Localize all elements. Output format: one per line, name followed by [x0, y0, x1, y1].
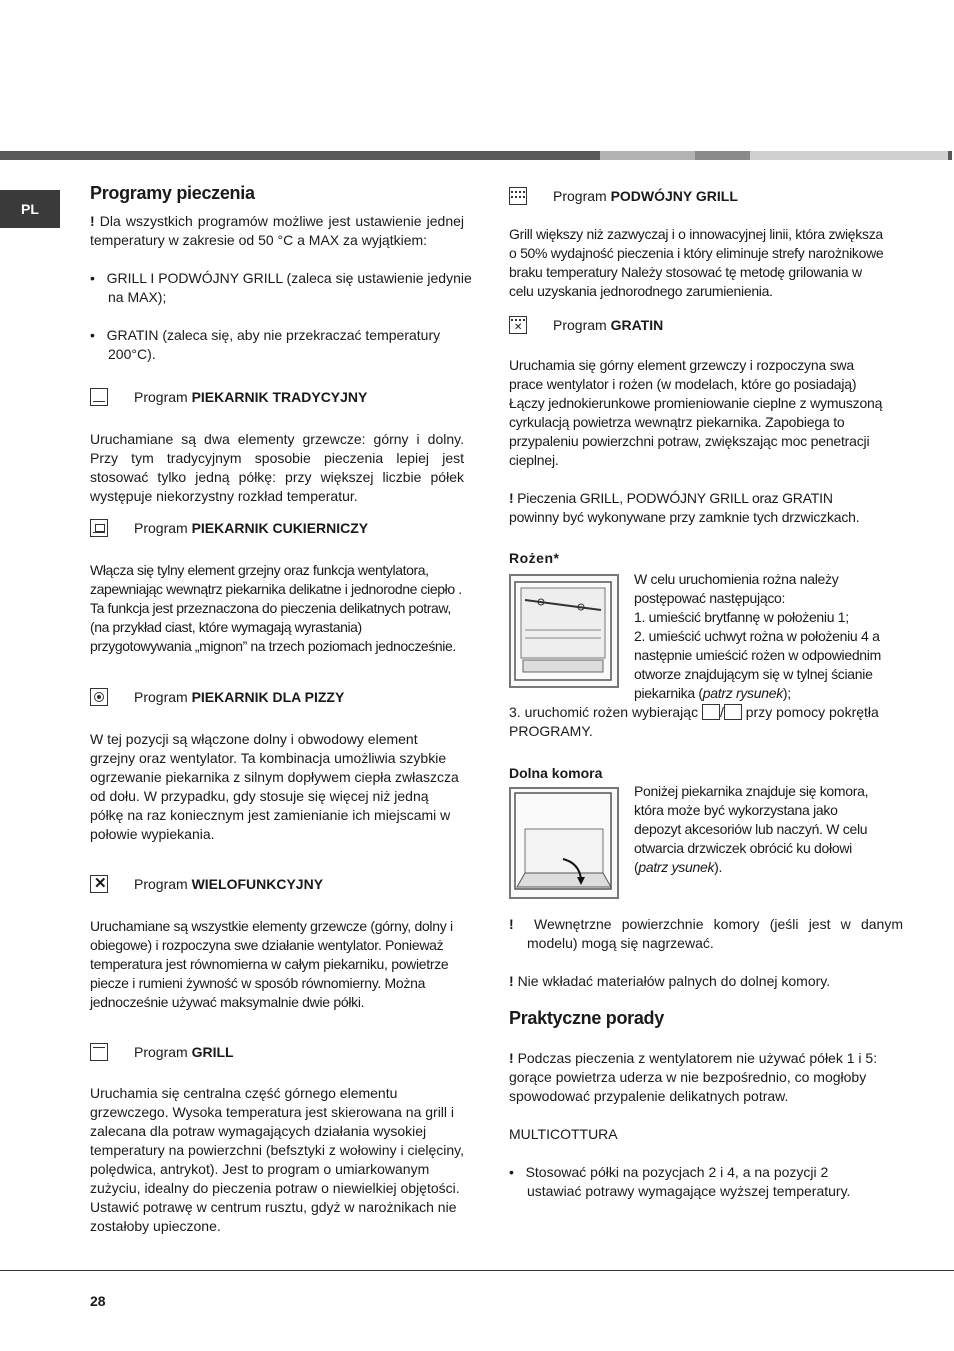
bullet-item: • GRATIN (zaleca się, aby nie przekraczać temperatury 200°C). [90, 327, 441, 362]
program-name: GRILL [191, 1043, 234, 1060]
grill-icon [90, 1043, 108, 1061]
oven-rotisserie-illustration [511, 576, 617, 686]
program-name: WIELOFUNKCYJNY [191, 875, 324, 892]
program-description: Włącza się tylny element grzejny oraz funkcja wentylatora, zapewniając wewnątrz piekarnika delikatne i jednorodne ciepło . Ta funkcja jest przeznaczona do pieczenia delikatnych potraw, (na przykład ciast, które wymagają wyrastania) przygotowywania „mignon” na trzech poziomach jednocześnie. [90, 562, 462, 654]
warning-note: ! Nie wkładać materiałów palnych do dolnej komory. [509, 973, 831, 989]
double-grill-icon [509, 187, 527, 205]
rotisserie-instructions: W celu uruchomienia rożna należy postępować następująco: 1. umieścić brytfannę w położeniu 1; 2. umieścić uchwyt rożna w położeniu 4 a następnie umieścić rożen w odpowiednim otworze znajdującym się w tylnej ścianie piekarnika (patrz rysunek); [634, 571, 881, 701]
program-title: ✕ Program GRATIN [509, 313, 663, 337]
page-number: 28 [90, 1293, 106, 1309]
program-name: PIEKARNIK TRADYCYJNY [191, 388, 368, 405]
intro-note [90, 212, 464, 250]
intro-text: Dla wszystkich programów możliwe jest ustawienie jednej temperatury w zakresie od 50 °C a MAX za wyjątkiem: [90, 213, 464, 248]
tips-warning: ! Podczas pieczenia z wentylatorem nie używać półek 1 i 5: gorące powietrza uderza w nie bezpośrednio, co mogłoby spowodować przypalenie delikatnych potraw. [509, 1050, 878, 1104]
footer-rule [0, 1270, 954, 1271]
multifunction-fan-icon: ✕ [90, 875, 108, 893]
tips-subheading: MULTICOTTURA [509, 1126, 618, 1142]
program-name: GRATIN [610, 316, 664, 333]
lower-compartment-illustration [511, 789, 617, 897]
lower-compartment-heading: Dolna komora [509, 765, 603, 781]
warning-note: ! Pieczenia GRILL, PODWÓJNY GRILL oraz GRATIN powinny być wykonywane przy zamknie tych drzwiczkach. [509, 490, 860, 525]
program-description: Uruchamiane są wszystkie elementy grzewcze (górny, dolny i obiegowe) i rozpoczyna swe działanie wentylator. Ponieważ temperatura jest równomierna w całym piekarniku, powietrze piecze i rumieni żywność w sposób równomierny. Można jednocześnie używać maksymalnie dwie półki. [90, 918, 453, 1010]
double-grill-icon [702, 704, 720, 720]
program-title: Program PIEKARNIK TRADYCYJNY [90, 385, 367, 409]
language-code: PL [21, 201, 39, 217]
program-title: Program PIEKARNIK CUKIERNICZY [90, 516, 368, 540]
program-description: Grill większy niż zazwyczaj i o innowacyjnej linii, która zwiększa o 50% wydajność pieczenia i który eliminuje strefy narożnikowe braku temperatury Należy stosować tę metodę grilowania w celu uzyskania jednorodnego zarumienienia. [509, 226, 884, 299]
program-name: PODWÓJNY GRILL [610, 187, 738, 204]
bullet-item: • Stosować półki na pozycjach 2 i 4, a na pozycji 2 ustawiać potrawy wymagające wyższej temperatury. [509, 1164, 851, 1199]
program-name: PIEKARNIK DLA PIZZY [191, 688, 345, 705]
warning-note: ! Wewnętrzne powierzchnie komory (jeśli jest w danym modelu) mogą się nagrzewać. [509, 916, 903, 951]
pizza-icon [90, 688, 108, 706]
fan-bottom-heat-icon [90, 519, 108, 537]
language-tab [0, 190, 60, 228]
program-title: Program PIEKARNIK DLA PIZZY [90, 685, 344, 709]
section-heading: Programy pieczenia [90, 183, 255, 203]
gratin-icon: ✕ [509, 316, 527, 334]
warning-mark: ! [90, 213, 100, 229]
program-title: Program PODWÓJNY GRILL [509, 184, 738, 208]
program-description: Uruchamia się centralna część górnego elementu grzewczego. Wysoka temperatura jest skierowana na grill i zalecana dla potraw wymagających działania wysokiej temperatury na powierzchni (befsztyki z wołowiny i cielęciny, polędwica, antrykot). Jest to program o umiarkowanym zużyciu, idealny do pieczenia potraw o niewielkiej objętości. Ustawić potrawę w centrum rusztu, gdyż w narożnikach nie zostałoby upieczone. [90, 1085, 464, 1234]
rotisserie-step-3: 3. uruchomić rożen wybierając / przy pomocy pokrętła PROGRAMY. [509, 704, 879, 739]
header-bar [0, 151, 954, 160]
program-title: Program GRILL [90, 1040, 234, 1064]
program-title: ✕ Program WIELOFUNKCYJNY [90, 872, 323, 896]
gratin-icon [724, 704, 742, 720]
program-description: Uruchamia się górny element grzewczy i rozpoczyna swa prace wentylator i rożen (w modelach, które go posiadają) Łączy jednokierunkowe promieniowanie cieplne z wymuszoną cyrkulacją powietrza wewnątrz piekarnika. Zapobiega to przypaleniu powierzchni potraw, zwiększając moc penetracji cieplnej. [509, 357, 883, 468]
rotisserie-figure [509, 574, 619, 688]
program-description: Uruchamiane są dwa elementy grzewcze: górny i dolny. Przy tym tradycyjnym sposobie pieczenia lepiej jest stosować tylko jedną półkę: przy większej liczbie półek występuje niekorzystny rozkład temperatur. [90, 431, 464, 504]
rotisserie-heading: Rożen* [509, 550, 560, 566]
top-bottom-heat-icon [90, 388, 108, 406]
tips-heading: Praktyczne porady [509, 1008, 664, 1028]
program-description: W tej pozycji są włączone dolny i obwodowy element grzejny oraz wentylator. Ta kombinacja umożliwia szybkie ogrzewanie piekarnika z silnym dopływem ciepła zwłaszcza od dołu. W przypadku, gdy stosuje się więcej niż jedną półkę na raz koniecznym jest zamienianie ich miejscami w połowie wypiekania. [90, 731, 459, 842]
bullet-item: • GRILL I PODWÓJNY GRILL (zaleca się ustawienie jedynie na MAX); [90, 270, 472, 305]
lower-compartment-figure [509, 787, 619, 899]
lower-compartment-text: Poniżej piekarnika znajduje się komora, która może być wykorzystana jako depozyt akcesoriów lub naczyń. W celu otwarcia drzwiczek obrócić ku dołowi (patrz ysunek). [634, 783, 869, 875]
program-name: PIEKARNIK CUKIERNICZY [191, 519, 369, 536]
